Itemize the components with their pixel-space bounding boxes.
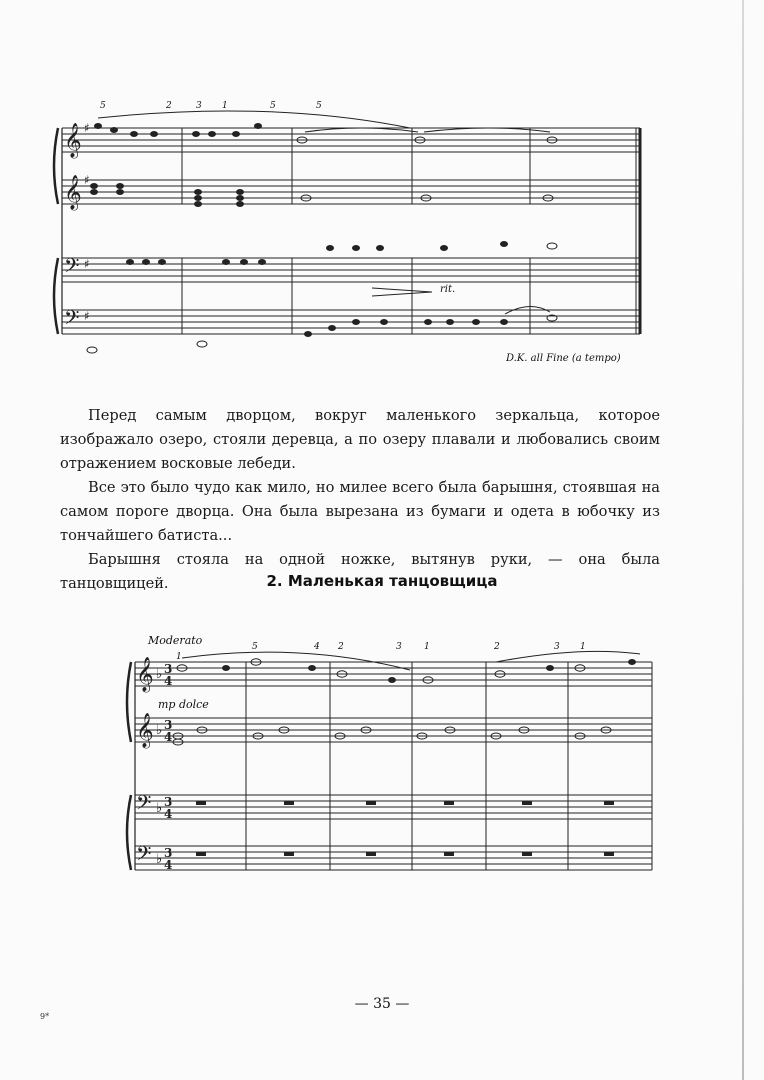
- fingering: 3: [196, 101, 202, 111]
- svg-text:4: 4: [164, 730, 173, 744]
- staff-2-treble: [62, 180, 640, 204]
- fingering: 5: [100, 101, 106, 111]
- fingering: 2: [494, 642, 500, 652]
- svg-text:3: 3: [164, 795, 173, 809]
- dynamic-marking: mp dolce: [158, 698, 209, 711]
- score-system-1: [0, 0, 764, 380]
- svg-text:♭: ♭: [156, 852, 163, 867]
- slur: [98, 111, 410, 128]
- paragraph: Все это было чудо как мило, но милее всего была барышня, стоявшая на самом пороге дворца. Она была вырезана из бумаги и одета в юбочку из тончайшего батиста...: [60, 479, 660, 544]
- crescendo-hairpin: [372, 288, 432, 296]
- treble-clef-icon: 𝄞: [64, 123, 82, 158]
- fingering: 1: [222, 101, 228, 111]
- svg-text:3: 3: [164, 662, 173, 676]
- score-system-2: [0, 640, 764, 890]
- da-capo-marking: D.K. all Fine (a tempo): [506, 353, 621, 364]
- fingering: 2: [338, 642, 344, 652]
- ritardando-marking: rit.: [440, 284, 456, 295]
- tie: [424, 128, 550, 132]
- whole-rests: [196, 801, 614, 856]
- fingering: 3: [396, 642, 402, 652]
- svg-text:♯: ♯: [84, 309, 90, 323]
- staff-6-treble: [135, 718, 652, 742]
- signature-mark: 9*: [40, 1012, 50, 1021]
- fingering: 4: [314, 642, 320, 652]
- svg-text:4: 4: [164, 807, 173, 821]
- bass-clef-icon: 𝄢: [136, 842, 152, 870]
- staff-7-bass: [135, 795, 652, 819]
- treble-clef-icon: 𝄞: [136, 657, 154, 692]
- flat-key-signature: [156, 667, 162, 867]
- brace-4: [127, 795, 131, 870]
- fingering: 1: [424, 642, 430, 652]
- staff-8-bass: [135, 846, 652, 870]
- svg-text:♯: ♯: [84, 173, 90, 187]
- notes-second: [90, 183, 553, 207]
- slur: [496, 651, 640, 662]
- slur: [182, 652, 410, 670]
- brace-3: [127, 662, 131, 742]
- fingering: 2: [166, 101, 172, 111]
- brace-2: [54, 258, 58, 334]
- bass-clef-icon: 𝄢: [136, 791, 152, 819]
- staff-4-bass: [62, 310, 640, 334]
- notes-third: [126, 241, 557, 265]
- svg-text:♭: ♭: [156, 723, 163, 738]
- tie: [305, 128, 418, 132]
- paragraph: Перед самым дворцом, вокруг маленького зеркальца, которое изображало озеро, стояли деревца, а по озеру плавали и любовались своим отражением восковые лебеди.: [60, 407, 660, 472]
- story-text: [60, 404, 660, 596]
- svg-text:♯: ♯: [84, 257, 90, 271]
- paragraph: Барышня стояла на одной ножке, вытянув руки, — она была танцовщицей.: [60, 551, 660, 592]
- treble-clef-icon: 𝄞: [136, 713, 154, 748]
- svg-text:4: 4: [164, 858, 173, 872]
- svg-text:♭: ♭: [156, 801, 163, 816]
- svg-text:♭: ♭: [156, 667, 163, 682]
- key-signature: [84, 121, 90, 323]
- fingering: 1: [580, 642, 586, 652]
- fingering: 5: [270, 101, 276, 111]
- svg-text:3: 3: [164, 846, 173, 860]
- staff-1-treble: [62, 128, 640, 152]
- time-signature: [164, 662, 172, 872]
- tempo-marking: Moderato: [148, 634, 203, 647]
- brace-1: [54, 128, 58, 204]
- svg-text:4: 4: [164, 674, 173, 688]
- fingering: 5: [252, 642, 258, 652]
- fingering: 1: [176, 652, 182, 662]
- section-title: 2. Маленькая танцовщица: [266, 572, 498, 590]
- svg-text:♯: ♯: [84, 121, 90, 135]
- bass-clef-icon: 𝄢: [64, 306, 80, 334]
- fingering: 3: [554, 642, 560, 652]
- treble-clef-icon: 𝄞: [64, 175, 82, 210]
- barlines-2: [246, 662, 652, 870]
- fingering: 5: [316, 101, 322, 111]
- page-number: — 35 —: [354, 996, 410, 1012]
- barlines-1: [182, 128, 636, 334]
- svg-text:3: 3: [164, 718, 173, 732]
- bass-clef-icon: 𝄢: [64, 254, 80, 282]
